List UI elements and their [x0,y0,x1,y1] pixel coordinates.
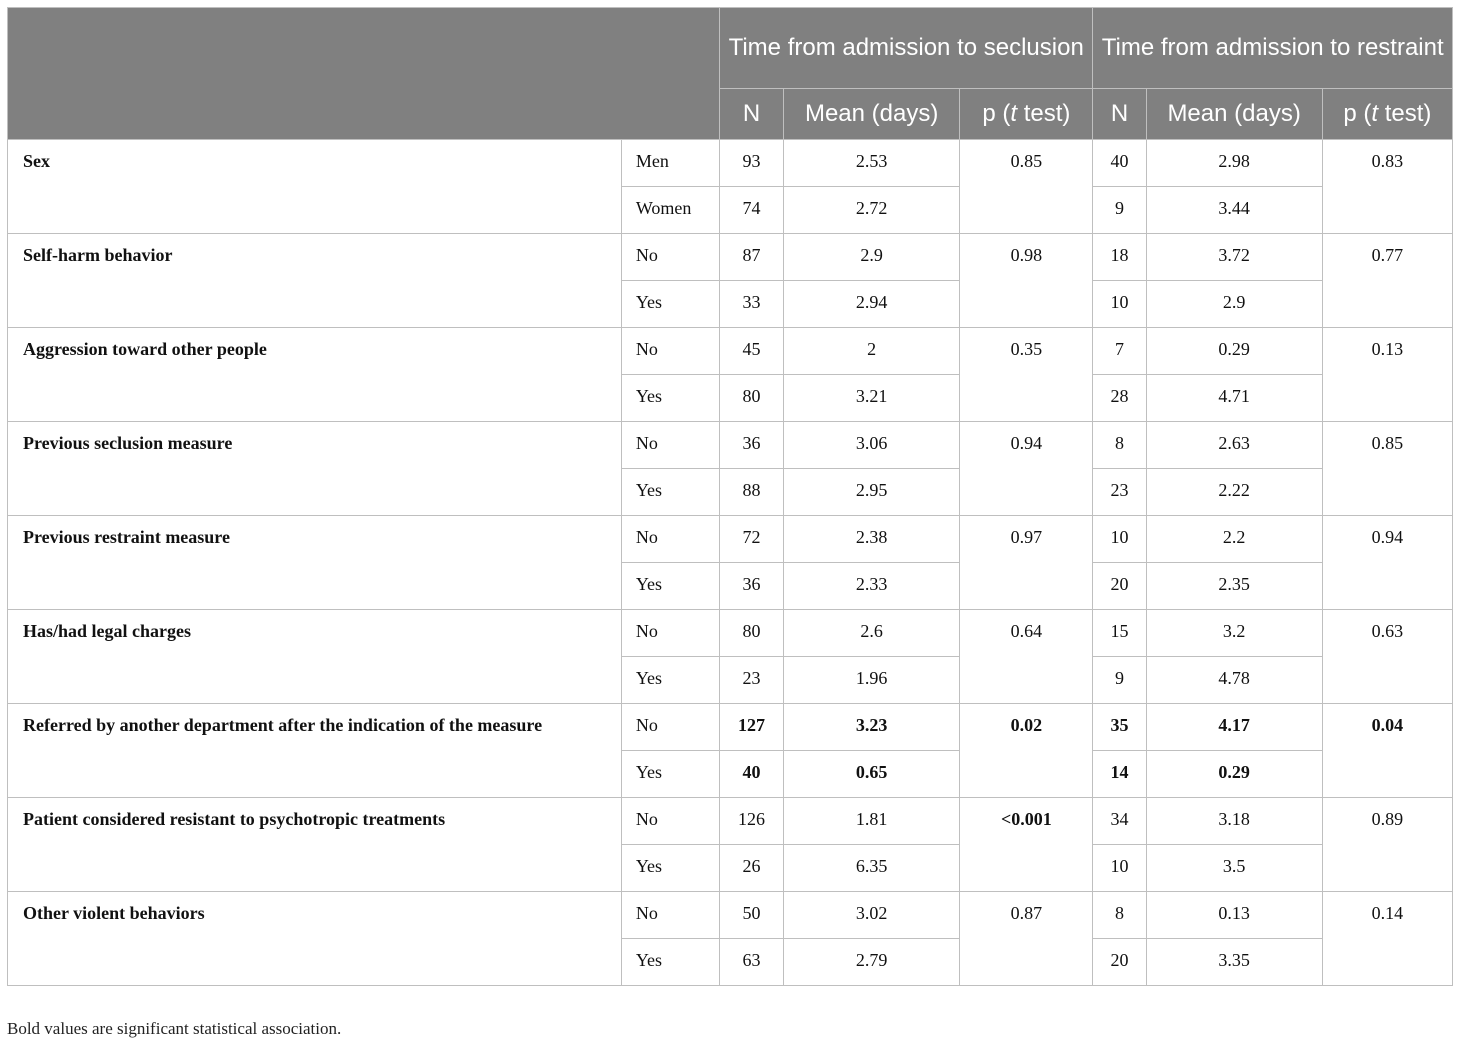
n-seclusion-cell: 36 [719,422,783,469]
header-corner [8,8,720,140]
category-label: No [621,892,719,939]
p-value-seclusion-cell: 0.85 [960,140,1093,234]
p-value-restraint-cell: 0.13 [1322,328,1452,422]
p-value-seclusion-cell: 0.98 [960,234,1093,328]
category-label: Yes [621,563,719,610]
mean-restraint-cell: 3.35 [1146,939,1322,986]
n-seclusion-cell: 80 [719,610,783,657]
mean-seclusion-cell: 2.94 [784,281,960,328]
variable-label: Previous seclusion measure [8,422,622,516]
n-seclusion-cell: 26 [719,845,783,892]
category-label: Yes [621,751,719,798]
n-seclusion-cell: 127 [719,704,783,751]
mean-restraint-cell: 2.2 [1146,516,1322,563]
table-row [8,610,1453,657]
mean-seclusion-cell: 2.38 [784,516,960,563]
n-seclusion-cell: 23 [719,657,783,704]
n-restraint-cell: 10 [1093,845,1146,892]
variable-label: Other violent behaviors [8,892,622,986]
results-table [7,7,1453,986]
variable-label: Patient considered resistant to psychotropic treatments [8,798,622,892]
n-restraint-cell: 20 [1093,563,1146,610]
col-header-p-seclusion: p (t test) [960,89,1093,140]
p-value-seclusion-cell: 0.35 [960,328,1093,422]
n-restraint-cell: 7 [1093,328,1146,375]
mean-restraint-cell: 0.13 [1146,892,1322,939]
mean-restraint-cell: 3.18 [1146,798,1322,845]
mean-seclusion-cell: 3.23 [784,704,960,751]
n-restraint-cell: 35 [1093,704,1146,751]
p-value-seclusion-cell: 0.97 [960,516,1093,610]
p-value-restraint-cell: 0.14 [1322,892,1452,986]
n-restraint-cell: 14 [1093,751,1146,798]
mean-restraint-cell: 2.9 [1146,281,1322,328]
n-seclusion-cell: 87 [719,234,783,281]
n-seclusion-cell: 126 [719,798,783,845]
mean-restraint-cell: 4.78 [1146,657,1322,704]
mean-seclusion-cell: 2.9 [784,234,960,281]
p-value-restraint-cell: 0.04 [1322,704,1452,798]
mean-seclusion-cell: 1.96 [784,657,960,704]
mean-restraint-cell: 2.22 [1146,469,1322,516]
category-label: Yes [621,281,719,328]
mean-seclusion-cell: 2.72 [784,187,960,234]
mean-restraint-cell: 3.2 [1146,610,1322,657]
mean-seclusion-cell: 2.33 [784,563,960,610]
n-restraint-cell: 20 [1093,939,1146,986]
n-restraint-cell: 40 [1093,140,1146,187]
category-label: No [621,328,719,375]
mean-seclusion-cell: 3.02 [784,892,960,939]
col-header-n-restraint: N [1093,89,1146,140]
p-value-seclusion-cell: <0.001 [960,798,1093,892]
variable-label: Previous restraint measure [8,516,622,610]
category-label: No [621,610,719,657]
n-restraint-cell: 10 [1093,281,1146,328]
n-restraint-cell: 23 [1093,469,1146,516]
p-value-seclusion-cell: 0.02 [960,704,1093,798]
category-label: No [621,704,719,751]
variable-label: Referred by another department after the indication of the measure [8,704,622,798]
mean-seclusion-cell: 3.06 [784,422,960,469]
category-label: Yes [621,845,719,892]
mean-seclusion-cell: 2.53 [784,140,960,187]
n-restraint-cell: 9 [1093,187,1146,234]
mean-seclusion-cell: 2.95 [784,469,960,516]
category-label: Women [621,187,719,234]
table-header [8,8,1453,140]
mean-seclusion-cell: 3.21 [784,375,960,422]
n-restraint-cell: 28 [1093,375,1146,422]
mean-seclusion-cell: 0.65 [784,751,960,798]
mean-seclusion-cell: 2 [784,328,960,375]
mean-restraint-cell: 2.63 [1146,422,1322,469]
table-row [8,798,1453,845]
table-row [8,234,1453,281]
n-seclusion-cell: 80 [719,375,783,422]
footnote: Bold values are significant statistical association. [7,1019,342,1038]
category-label: Men [621,140,719,187]
mean-restraint-cell: 2.35 [1146,563,1322,610]
mean-restraint-cell: 4.17 [1146,704,1322,751]
n-seclusion-cell: 33 [719,281,783,328]
n-restraint-cell: 9 [1093,657,1146,704]
table-row [8,704,1453,751]
category-label: No [621,234,719,281]
p-value-restraint-cell: 0.85 [1322,422,1452,516]
col-header-mean-restraint: Mean (days) [1146,89,1322,140]
group-header-restraint: Time from admission to restraint [1093,8,1453,89]
n-seclusion-cell: 50 [719,892,783,939]
n-restraint-cell: 34 [1093,798,1146,845]
p-value-restraint-cell: 0.77 [1322,234,1452,328]
p-value-restraint-cell: 0.63 [1322,610,1452,704]
n-seclusion-cell: 93 [719,140,783,187]
mean-restraint-cell: 0.29 [1146,751,1322,798]
n-restraint-cell: 18 [1093,234,1146,281]
n-seclusion-cell: 74 [719,187,783,234]
variable-label: Aggression toward other people [8,328,622,422]
mean-restraint-cell: 3.5 [1146,845,1322,892]
table-row [8,516,1453,563]
category-label: Yes [621,939,719,986]
table-row [8,140,1453,187]
table-row [8,422,1453,469]
n-seclusion-cell: 36 [719,563,783,610]
category-label: Yes [621,657,719,704]
p-value-restraint-cell: 0.83 [1322,140,1452,234]
n-seclusion-cell: 45 [719,328,783,375]
col-header-n-seclusion: N [719,89,783,140]
category-label: No [621,422,719,469]
mean-seclusion-cell: 2.6 [784,610,960,657]
col-header-mean-seclusion: Mean (days) [784,89,960,140]
p-value-seclusion-cell: 0.64 [960,610,1093,704]
table-row [8,328,1453,375]
p-value-restraint-cell: 0.94 [1322,516,1452,610]
n-seclusion-cell: 40 [719,751,783,798]
mean-seclusion-cell: 1.81 [784,798,960,845]
category-label: No [621,516,719,563]
mean-restraint-cell: 3.44 [1146,187,1322,234]
table-body [8,140,1453,986]
variable-label: Has/had legal charges [8,610,622,704]
mean-seclusion-cell: 6.35 [784,845,960,892]
n-seclusion-cell: 63 [719,939,783,986]
category-label: Yes [621,469,719,516]
mean-restraint-cell: 2.98 [1146,140,1322,187]
p-value-seclusion-cell: 0.87 [960,892,1093,986]
variable-label: Self-harm behavior [8,234,622,328]
n-restraint-cell: 15 [1093,610,1146,657]
category-label: Yes [621,375,719,422]
table-row [8,892,1453,939]
mean-seclusion-cell: 2.79 [784,939,960,986]
variable-label: Sex [8,140,622,234]
p-value-seclusion-cell: 0.94 [960,422,1093,516]
mean-restraint-cell: 0.29 [1146,328,1322,375]
mean-restraint-cell: 3.72 [1146,234,1322,281]
n-seclusion-cell: 72 [719,516,783,563]
mean-restraint-cell: 4.71 [1146,375,1322,422]
p-value-restraint-cell: 0.89 [1322,798,1452,892]
n-restraint-cell: 10 [1093,516,1146,563]
n-seclusion-cell: 88 [719,469,783,516]
col-header-p-restraint: p (t test) [1322,89,1452,140]
n-restraint-cell: 8 [1093,892,1146,939]
group-header-seclusion: Time from admission to seclusion [719,8,1093,89]
category-label: No [621,798,719,845]
n-restraint-cell: 8 [1093,422,1146,469]
